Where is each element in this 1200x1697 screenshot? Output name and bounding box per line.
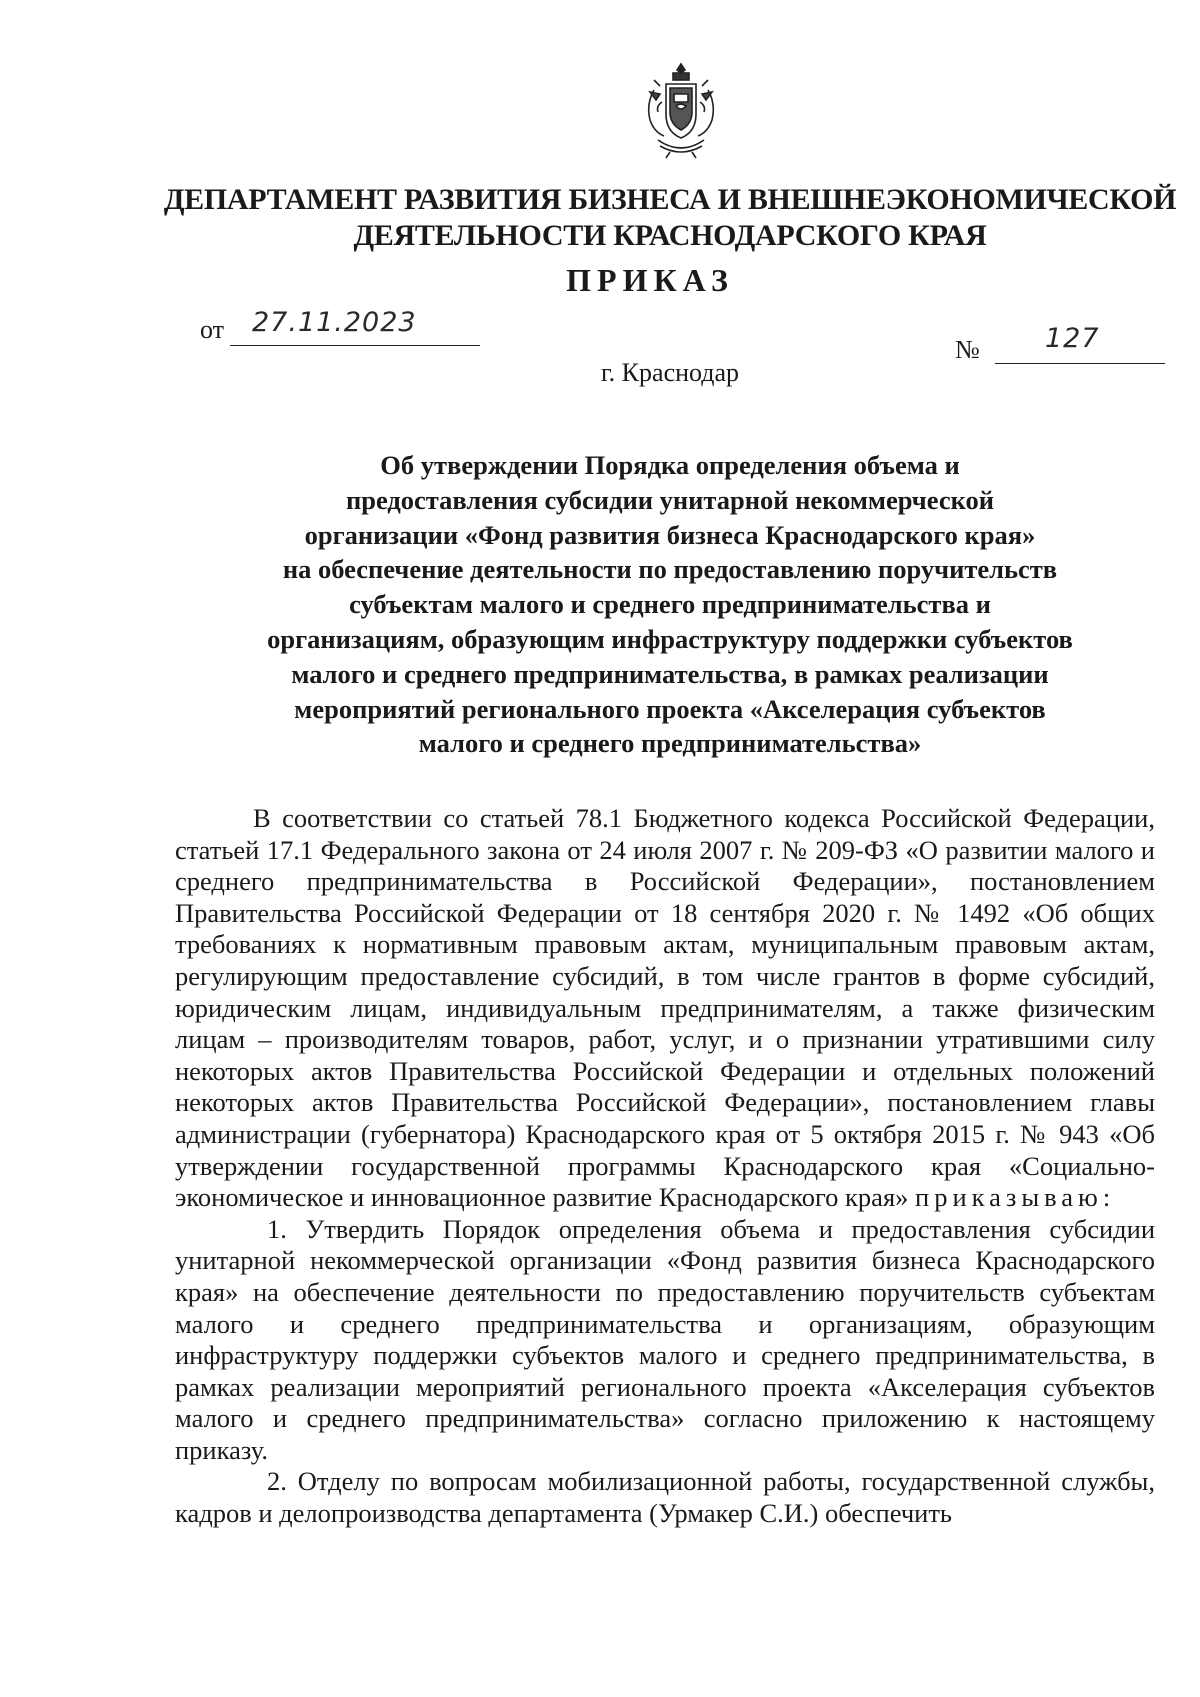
number-value: 127 [1045, 323, 1100, 354]
order-word: приказываю: [915, 1182, 1116, 1213]
date-prefix: от [200, 315, 225, 344]
document-type: ПРИКАЗ [566, 262, 734, 298]
title-line: организации «Фонд развития бизнеса Краснодарского края» [304, 519, 1036, 550]
number-field [995, 325, 1165, 364]
title-line: организациям, образующим инфраструктуру поддержки субъектов [267, 623, 1073, 654]
department-name: ДЕПАРТАМЕНТ РАЗВИТИЯ БИЗНЕСА И ВНЕШНЕЭКОНОМИЧЕСКОЙ ДЕЯТЕЛЬНОСТИ КРАСНОДАРСКОГО КРАЯ [163, 183, 1177, 252]
city-name: г. Краснодар [600, 358, 740, 387]
title-line: Об утверждении Порядка определения объема и [380, 450, 960, 480]
coat-of-arms-icon [640, 60, 722, 160]
title-line: на обеспечение деятельности по предоставлению поручительств [282, 554, 1058, 585]
order-body [175, 803, 1155, 1530]
title-line: субъектам малого и среднего предпринимательства и [349, 589, 991, 620]
item-2-paragraph: 2. Отделу по вопросам мобилизационной работы, государственной службы, кадров и делопроизводства департамента (Урмакер С.И.) обеспечить [175, 1466, 1155, 1529]
date-value: 27.11.2023 [252, 307, 417, 338]
item-1-paragraph: 1. Утвердить Порядок определения объема и предоставления субсидии унитарной некоммерческой организации «Фонд развития бизнеса Краснодарского края» на обеспечение деятельности по предоставлению поручительств субъектам малого и среднего предпринимательства и организациям, образующим инфраструктуру поддержки субъектов малого и среднего предпринимательства, в рамках реализации мероприятий регионального проекта «Акселерация субъектов малого и среднего предпринимательства» согласно приложению к настоящему приказу. [175, 1213, 1155, 1465]
order-title [195, 448, 1145, 761]
date-field [230, 305, 480, 346]
title-line: мероприятий регионального проекта «Акселерация субъектов [294, 693, 1046, 724]
title-line: предоставления субсидии унитарной некоммерческой [345, 484, 995, 515]
number-prefix: № [955, 335, 980, 364]
preamble-paragraph [175, 803, 1155, 1214]
preamble-text: В соответствии со статьей 78.1 Бюджетного кодекса Российской Федерации, статьей 17.1 Федерального закона от 24 июля 2007 г. № 209-ФЗ «О развитии малого и среднего предпринимательства в Российской Федерации», постановлением Правительства Российской Федерации от 18 сентября 2020 г. № 1492 «Об общих требованиях к нормативным правовым актам, муниципальным правовым актам, регулирующим предоставление субсидий, в том числе грантов в форме субсидий, юридическим лицам, индивидуальным предпринимателям, а также физическим лицам – производителям товаров, работ, услуг, и о признании утратившими силу некоторых актов Правительства Российской Федерации и отдельных положений некоторых актов Правительства Российской Федерации», постановлением главы администрации (губернатора) Краснодарского края от 5 октября 2015 г. № 943 «Об утверждении государственной программы Краснодарского края «Социально-экономическое и инновационное развитие Краснодарского края» [175, 803, 1155, 1213]
title-line: малого и среднего предпринимательства, в рамках реализации [291, 658, 1049, 689]
title-line: малого и среднего предпринимательства» [418, 728, 922, 759]
